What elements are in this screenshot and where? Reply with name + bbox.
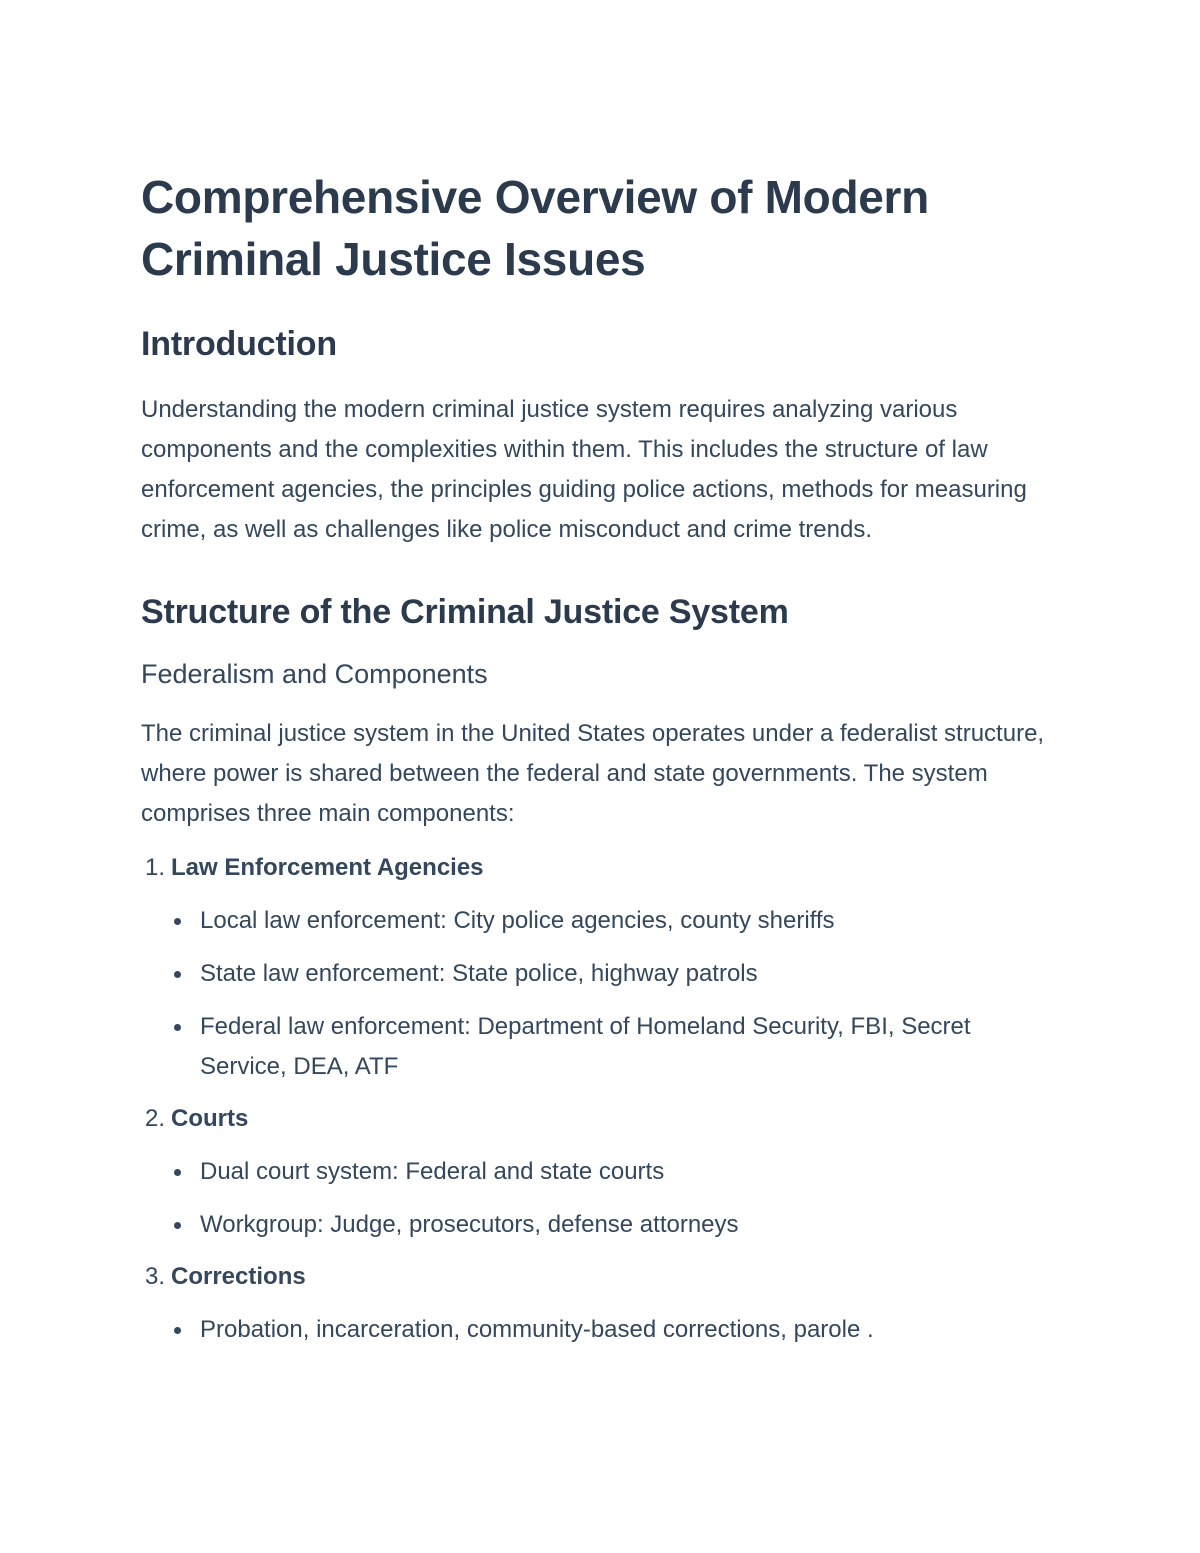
bullet-icon (174, 1327, 181, 1334)
component-number: 1. (145, 854, 166, 881)
component-label: Courts (171, 1105, 249, 1132)
component-heading (141, 1099, 1051, 1139)
list-item (200, 901, 1051, 941)
component-items (141, 1310, 1051, 1350)
list-item-text: Dual court system: Federal and state courts (200, 1158, 665, 1185)
list-item-text: Probation, incarceration, community-based corrections, parole . (200, 1316, 874, 1343)
component-corrections (141, 1257, 1051, 1350)
structure-heading: Structure of the Criminal Justice System (141, 593, 789, 631)
document-title: Comprehensive Overview of Modern Criminal Justice Issues (141, 171, 929, 285)
introduction-heading: Introduction (141, 325, 337, 363)
component-label: Law Enforcement Agencies (171, 854, 484, 881)
list-item (200, 1310, 1051, 1350)
components-list (141, 848, 1051, 1350)
bullet-icon (174, 971, 181, 978)
list-item-text: Federal law enforcement: Department of Homeland Security, FBI, Secret Service, DEA, ATF (200, 1013, 971, 1080)
component-heading (141, 848, 1051, 888)
list-item-text: State law enforcement: State police, highway patrols (200, 960, 758, 987)
bullet-icon (174, 1024, 181, 1031)
component-label: Corrections (171, 1263, 306, 1290)
document-page (141, 166, 1051, 1350)
component-number: 3. (145, 1263, 166, 1290)
bullet-icon (174, 918, 181, 925)
list-item (200, 954, 1051, 994)
list-item (200, 1205, 1051, 1245)
federalism-paragraph: The criminal justice system in the United States operates under a federalist structure, where power is shared between the federal and state governments. The system comprises three main components: (141, 720, 1045, 827)
introduction-paragraph: Understanding the modern criminal justice system requires analyzing various components and the complexities within them. This includes the structure of law enforcement agencies, the principles guiding police actions, methods for measuring crime, as well as challenges like police misconduct and crime trends. (141, 396, 1027, 543)
list-item (200, 1007, 1051, 1087)
list-item-text: Local law enforcement: City police agencies, county sheriffs (200, 907, 835, 934)
component-law-enforcement (141, 848, 1051, 1087)
component-items (141, 901, 1051, 1087)
federalism-subheading: Federalism and Components (141, 659, 488, 689)
component-heading (141, 1257, 1051, 1297)
list-item-text: Workgroup: Judge, prosecutors, defense attorneys (200, 1211, 739, 1238)
bullet-icon (174, 1222, 181, 1229)
component-number: 2. (145, 1105, 166, 1132)
bullet-icon (174, 1169, 181, 1176)
component-items (141, 1152, 1051, 1245)
list-item (200, 1152, 1051, 1192)
component-courts (141, 1099, 1051, 1245)
